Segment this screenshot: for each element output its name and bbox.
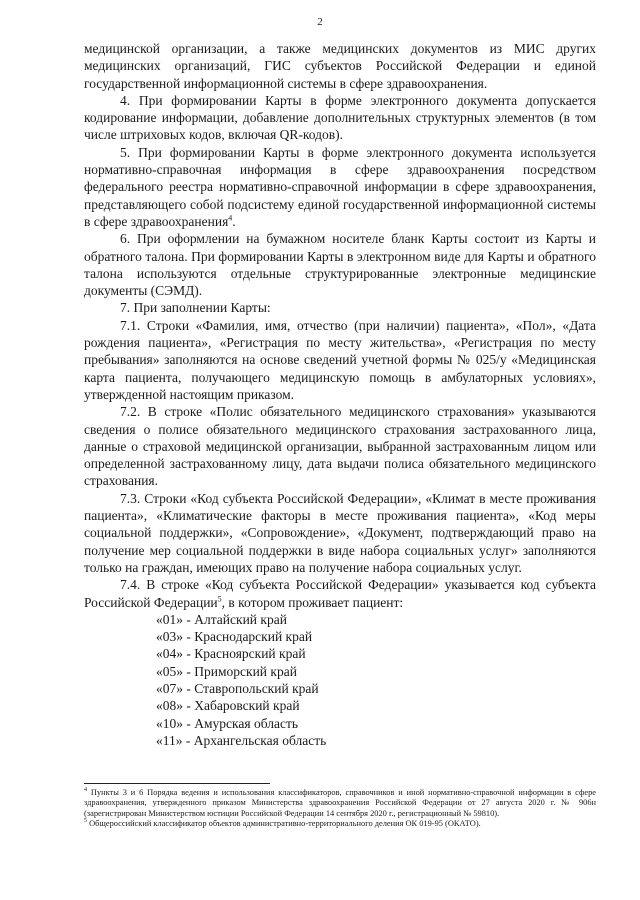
paragraph-item-7-2: 7.2. В строке «Полис обязательного медицинского страхования» указываются сведения о полисе обязательного медицинского страхования застрахованного лица, данные о страховой медицинской организации, выбранной застрахованным лицом или определенной застрахованному лицу, дата выдачи полиса обязательного медицинского страхования. — [84, 404, 596, 489]
region-list-item: «01» - Алтайский край — [156, 611, 287, 627]
document-body — [84, 40, 596, 749]
footnote-ref-4: 4 — [228, 213, 233, 223]
footnote-separator — [84, 783, 270, 784]
region-list-item: «07» - Ставропольский край — [156, 680, 319, 696]
region-code-list — [84, 611, 596, 749]
paragraph-item-7: 7. При заполнении Карты: — [120, 300, 271, 316]
region-list-item: «05» - Приморский край — [156, 663, 297, 679]
paragraph-item-7-3: 7.3. Строки «Код субъекта Российской Федерации», «Климат в месте проживания пациента», «Климатические факторы в месте проживания пациента», «Код меры социальной поддержки», «Сопровождение», «Документ, подтверждающий право на получение мер социальной поддержки в виде набора социальных услуг» заполняются только на граждан, имеющих право на получение набора социальных услуг. — [84, 490, 596, 575]
region-list-item: «11» - Архангельская область — [156, 732, 327, 748]
paragraph-item-7-1: 7.1. Строки «Фамилия, имя, отчество (при наличии) пациента», «Пол», «Дата рождения пациента», «Регистрация по месту жительства», «Регистрация по месту пребывания» заполняются на основе сведений учетной формы № 025/у «Медицинская карта пациента, получающего медицинскую помощь в амбулаторных условиях», утвержденной настоящим приказом. — [84, 317, 596, 402]
page-number: 2 — [317, 16, 323, 28]
footnote-4: $^4$ Пункты 3 и 6 Порядка ведения и использования классификаторов, справочников и иной нормативно-справочной информации в сфере здравоохранения, утвержденного приказом Министерства здравоохранения Российской Федерации от 27 августа 2020 г. № 906н (зарегистрирован Министерством юстиции Российской Федерации 14 сентября 2020 г., регистрационный № 59810). — [84, 787, 596, 818]
region-list-item: «03» - Краснодарский край — [156, 629, 313, 645]
paragraph-item-7-4: 7.4. В строке «Код субъекта Российской Федерации» указывается код субъекта Российской Федерации$^5$, в котором проживает пациент: — [84, 577, 596, 610]
paragraph-item-5: 5. При формировании Карты в форме электронного документа используется нормативно-справочная информация в сфере здравоохранения посредством федерального реестра нормативно-справочной информации в сфере здравоохранения, представляющего собой подсистему единой государственной информационной системы в сфере здравоохранения$^4$. — [84, 144, 596, 229]
footnote-ref-5: 5 — [217, 594, 222, 603]
footnote-5: $^5$ Общероссийский классификатор объектов административно-территориального деления ОК 019-95 (ОКАТО). — [84, 818, 481, 828]
region-list-item: «08» - Хабаровский край — [156, 698, 300, 714]
paragraph-item-6: 6. При оформлении на бумажном носителе бланк Карты состоит из Карты и обратного талона. При формировании Карты в электронном виде для Карты и обратного талона используются отдельные структурированные электронные медицинские документы (СЭМД). — [84, 231, 596, 299]
region-list-item: «04» - Красноярский край — [156, 646, 306, 662]
region-list-item: «10» - Амурская область — [156, 715, 299, 731]
paragraph-continuation: медицинской организации, а также медицинских документов из МИС других медицинских организаций, ГИС субъектов Российской Федерации и единой государственной информационной системы в сфере здравоохранения. — [84, 41, 596, 91]
paragraph-item-4: 4. При формировании Карты в форме электронного документа допускается кодирование информации, добавление дополнительных структурных элементов (в том числе штриховых кодов, включая QR-кодов). — [84, 92, 596, 143]
footnotes — [84, 788, 596, 829]
